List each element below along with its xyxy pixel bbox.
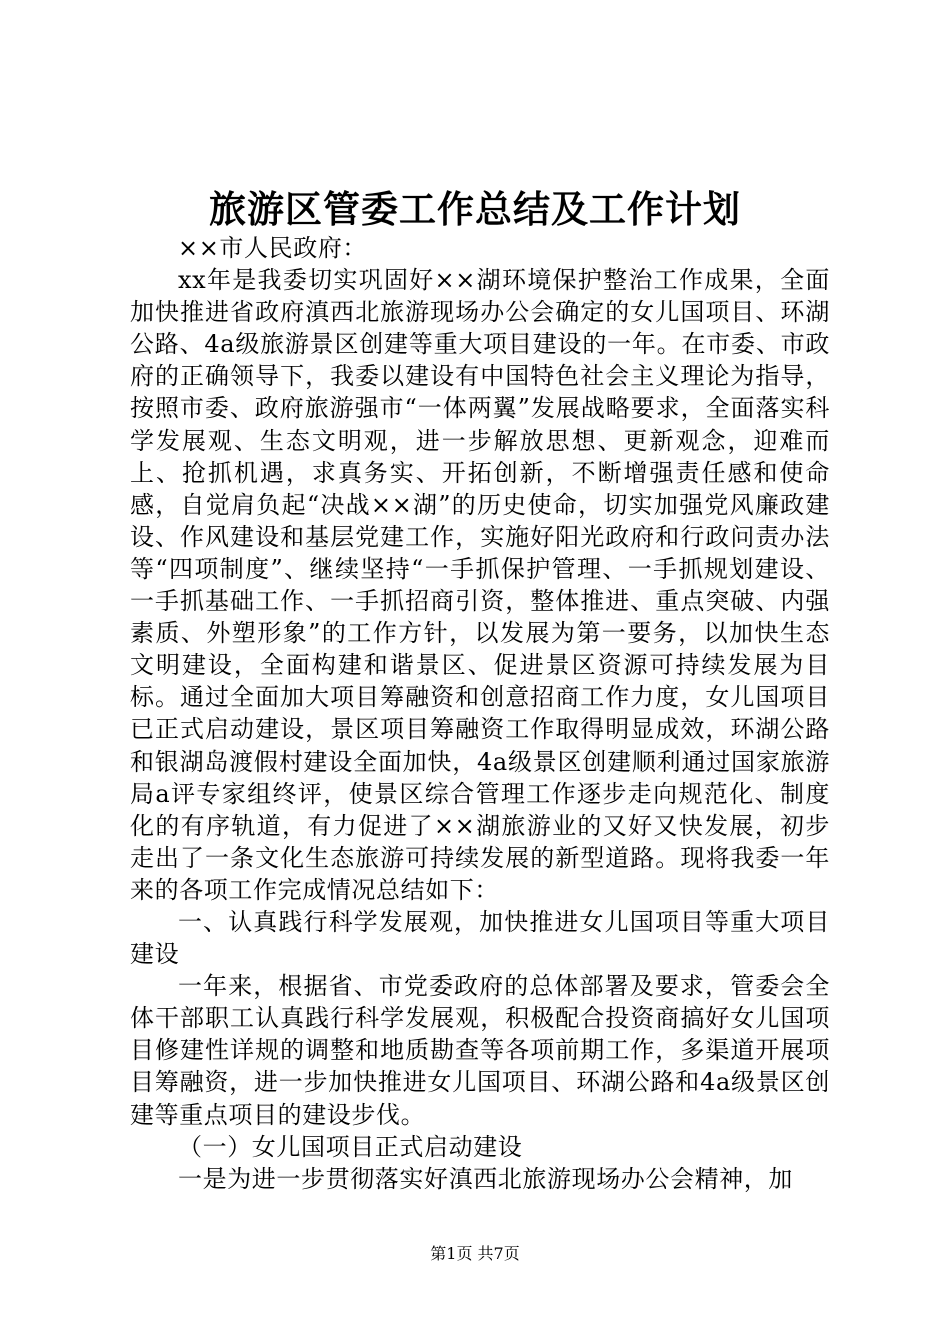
document-title: 旅游区管委工作总结及工作计划: [209, 187, 741, 231]
page-footer: 第1页 共7页: [430, 1244, 520, 1263]
paragraph-section-1: 一年来，根据省、市党委政府的总体部署及要求，管委会全体干部职工认真践行科学发展观，积极配合投资商搞好女儿国项目修建性详规的调整和地质勘查等各项前期工作，多渠道开展项目筹融资，进一步加快推进女儿国项目、环湖公路和4a级景区创建等重点项目的建设步伐。: [130, 972, 830, 1129]
section-heading-1: 一、认真践行科学发展观，加快推进女儿国项目等重大项目建设: [130, 907, 830, 969]
salutation: ××市人民政府：: [178, 234, 368, 262]
paragraph-subsection-1: 一是为进一步贯彻落实好滇西北旅游现场办公会精神，加: [178, 1164, 793, 1193]
paragraph-intro: xx年是我委切实巩固好××湖环境保护整治工作成果，全面加快推进省政府滇西北旅游现场办公会确定的女儿国项目、环湖公路、4a级旅游景区创建等重大项目建设的一年。在市委、市政府的正确领导下，我委以建设有中国特色社会主义理论为指导，按照市委、政府旅游强市“一体两翼”发展战略要求，全面落实科学发展观、生态文明观，进一步解放思想、更新观念，迎难而上、抢抓机遇，求真务实、开拓创新，不断增强责任感和使命感，自觉肩负起“决战××湖”的历史使命，切实加强党风廉政建设、作风建设和基层党建工作，实施好阳光政府和行政问责办法等“四项制度”、继续坚持“一手抓保护管理、一手抓规划建设、一手抓基础工作、一手抓招商引资，整体推进、重点突破、内强素质、外塑形象”的工作方针，以发展为第一要务，以加快生态文明建设，全面构建和谐景区、促进景区资源可持续发展为目标。通过全面加大项目筹融资和创意招商工作力度，女儿国项目已正式启动建设，景区项目筹融资工作取得明显成效，环湖公路和银湖岛渡假村建设全面加快，4a级景区创建顺利通过国家旅游局a评专家组终评，使景区综合管理工作逐步走向规范化、制度化的有序轨道，有力促进了××湖旅游业的又好又快发展，初步走出了一条文化生态旅游可持续发展的新型道路。现将我委一年来的各项工作完成情况总结如下：: [130, 266, 830, 904]
subsection-heading-1: （一）女儿国项目正式启动建设: [178, 1132, 523, 1161]
document-body: [130, 232, 830, 1195]
